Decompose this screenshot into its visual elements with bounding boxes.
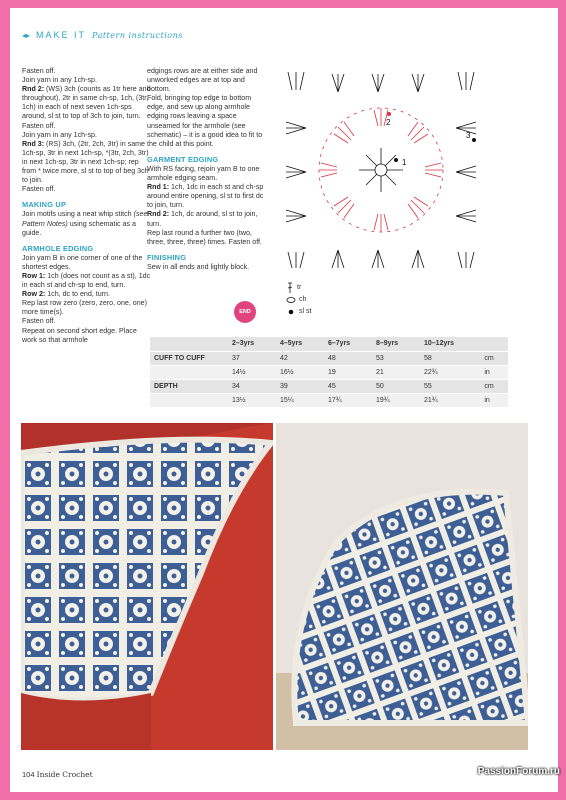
- corner-stitch-group: [288, 72, 304, 90]
- stitch-group: [412, 250, 424, 268]
- table-header-cell: [150, 337, 228, 351]
- paragraph: Repeat on second short edge. Place work so that armhole: [22, 326, 137, 344]
- corner-stitch-group: [458, 252, 474, 268]
- paragraph: Fasten off.: [22, 67, 56, 75]
- table-cell: 22¾: [420, 365, 480, 379]
- stitch-group: [332, 74, 344, 92]
- paragraph: Join yarn in any 1ch-sp.: [22, 130, 97, 139]
- table-cell: 53: [372, 351, 420, 365]
- text-span: Join motifs using a neat whip stitch: [22, 210, 134, 219]
- paragraph: Rep last row zero (zero, zero, one, one) more time(s).: [22, 299, 147, 317]
- table-cell: 42: [276, 351, 324, 365]
- table-header-cell: [480, 337, 508, 351]
- row-text: 1ch, dc to end, turn.: [45, 290, 110, 299]
- row-2-instruction: [22, 290, 152, 299]
- table-header-row: [150, 337, 508, 351]
- stitch-group: [359, 148, 403, 192]
- table-row: [150, 393, 508, 407]
- round-label: Rnd 1:: [147, 183, 170, 192]
- round-2-ring: [319, 108, 443, 232]
- row-text: 1ch (does not count as a st), 1dc in each st and ch-sp to end, turn.: [22, 271, 151, 290]
- round-label-3: 3: [466, 131, 471, 140]
- making-up-text: [22, 210, 152, 237]
- table-cell: 58: [420, 351, 480, 365]
- stitch-group: [408, 197, 428, 218]
- header-arrows-icon: ◂▸: [22, 30, 31, 40]
- paragraph: Sew in all ends and lightly block.: [147, 262, 250, 271]
- legend-label: ch: [299, 296, 307, 303]
- table-row: [150, 365, 508, 379]
- end-badge: END: [234, 301, 256, 323]
- legend-item: [286, 306, 311, 318]
- stitch-group: [286, 210, 306, 222]
- paragraph: Fasten off.: [22, 185, 56, 194]
- text-span: using schematic as a guide.: [22, 219, 136, 237]
- stitch-group: [319, 163, 337, 177]
- table-cell: 16½: [276, 365, 324, 379]
- watermark: PassionForum.ru: [477, 766, 560, 777]
- paragraph: With RS facing, rejoin yarn B to one armhole edging seam.: [147, 164, 260, 183]
- table-cell: 19: [324, 365, 372, 379]
- round-3-instruction: [22, 140, 152, 185]
- table-cell: cm: [480, 379, 508, 393]
- heading-garment-edging: GARMENT EDGING: [147, 154, 219, 164]
- section-header: [22, 30, 183, 40]
- table-cell: [150, 393, 228, 407]
- stitch-group: [286, 122, 306, 134]
- table-cell: DEPTH: [150, 379, 228, 393]
- magazine-name: Inside Crochet: [36, 770, 93, 779]
- size-table: [150, 337, 508, 408]
- blanket-photo-right: [276, 423, 528, 750]
- paragraph: Fold, bringing top edge to bottom edge, and sew up along armhole edging rows leaving a space unseamed for the armhole (see schematic) – it is a good idea to fit to the child at this point.: [147, 94, 263, 148]
- chain-symbol-icon: [286, 296, 296, 304]
- treble-symbol-icon: [286, 282, 294, 294]
- round-label: Rnd 3:: [22, 139, 45, 148]
- round-3-start-marker: [472, 138, 476, 142]
- table-cell: CUFF TO CUFF: [150, 351, 228, 365]
- table-header-cell: 4–5yrs: [276, 337, 324, 351]
- stitch-group: [412, 74, 424, 92]
- paragraph: Join yarn in any 1ch-sp.: [22, 76, 97, 85]
- table-cell: 50: [372, 379, 420, 393]
- slip-stitch-symbol-icon: [286, 308, 296, 316]
- stitch-group: [372, 250, 384, 268]
- page-footer: [22, 770, 93, 779]
- round-label: Rnd 2:: [147, 210, 170, 219]
- round-1-stitches: [359, 148, 403, 192]
- heading-armhole-edging: ARMHOLE EDGING: [22, 243, 94, 253]
- paragraph: Join yarn B in one corner of one of the shortest edges.: [22, 253, 143, 271]
- table-cell: 17¾: [324, 393, 372, 407]
- round-1-start-marker: [394, 158, 398, 162]
- table-cell: 21¾: [420, 393, 480, 407]
- table-header-cell: 10–12yrs: [420, 337, 480, 351]
- legend-label: tr: [297, 284, 302, 291]
- legend-item: [286, 294, 311, 306]
- outer-round-stitches: [286, 72, 476, 268]
- table-cell: 48: [324, 351, 372, 365]
- paragraph: Fasten off.: [22, 121, 56, 130]
- round-2-stitches: [319, 108, 443, 232]
- stitch-group: [334, 122, 354, 143]
- page-number: 104: [22, 770, 35, 779]
- round-2-instruction: [22, 85, 152, 121]
- table-cell: 14½: [228, 365, 276, 379]
- garment-round-1: [147, 183, 265, 210]
- header-subtitle: Pattern instructions: [92, 30, 183, 40]
- row-1-instruction: [22, 272, 152, 290]
- round-text: (RS) 3ch, (2tr, 2ch, 3tr) in same 1ch-sp, 3tr in next 1ch-sp, *(3tr, 2ch, 3tr) in next 1ch-sp, 3tr in next 1ch-sp; rep from * twice more, sl st to top of beg 3ch to join.: [22, 139, 149, 185]
- stitch-group: [286, 166, 306, 178]
- pattern-notes-ref: (see Pattern Notes): [22, 210, 148, 228]
- table-cell: 39: [276, 379, 324, 393]
- stitch-group: [372, 74, 384, 92]
- legend-item: [286, 282, 311, 294]
- table-cell: 37: [228, 351, 276, 365]
- table-cell: [150, 365, 228, 379]
- text-column-2: [147, 67, 265, 272]
- corner-stitch-group: [458, 72, 474, 90]
- round-2-start-marker: [387, 112, 391, 116]
- text-column-1: [22, 67, 152, 345]
- round-label-2: 2: [386, 118, 391, 127]
- table-row: [150, 351, 508, 365]
- round-text: (WS) 3ch (counts as 1tr here and throughout), 2tr in same ch-sp, 1ch, (3tr, 1ch) in each of next seven 1ch-sps around, sl st to top of 3ch to join, turn.: [22, 85, 151, 121]
- table-row: [150, 379, 508, 393]
- chart-legend: [286, 282, 311, 318]
- legend-label: sl st: [299, 308, 312, 315]
- table-cell: in: [480, 393, 508, 407]
- table-cell: cm: [480, 351, 508, 365]
- row-label: Row 1:: [22, 271, 46, 280]
- table-cell: 13½: [228, 393, 276, 407]
- table-header-cell: 6–7yrs: [324, 337, 372, 351]
- paragraph: edgings rows are at either side and unworked edges are at top and bottom.: [147, 67, 258, 94]
- stitch-group: [456, 166, 476, 178]
- table-cell: 19¾: [372, 393, 420, 407]
- stitch-group: [374, 214, 388, 232]
- table-cell: in: [480, 365, 508, 379]
- crochet-motif-chart: [278, 62, 484, 278]
- table-header-cell: 8–9yrs: [372, 337, 420, 351]
- garment-round-2: [147, 210, 265, 228]
- stitch-group: [456, 210, 476, 222]
- stitch-group: [425, 163, 443, 177]
- crochet-blanket-illustration: [276, 423, 528, 750]
- round-text: 1ch, 1dc in each st and ch-sp around entire opening, sl st to first dc to join, turn.: [147, 183, 264, 210]
- stitch-group: [332, 250, 344, 268]
- row-label: Row 2:: [22, 290, 46, 299]
- table-cell: 45: [324, 379, 372, 393]
- stitch-group: [408, 122, 428, 143]
- stitch-group: [334, 197, 354, 218]
- blanket-photo-left: [21, 423, 273, 750]
- corner-stitch-group: [288, 252, 304, 268]
- table-cell: 55: [420, 379, 480, 393]
- round-text: 1ch, dc around, sl st to join, turn.: [147, 210, 258, 228]
- table-cell: 34: [228, 379, 276, 393]
- heading-finishing: FINISHING: [147, 252, 187, 262]
- table-cell: 15¼: [276, 393, 324, 407]
- crochet-blanket-illustration: [21, 423, 273, 750]
- round-label: Rnd 2:: [22, 85, 45, 94]
- round-label-1: 1: [402, 158, 407, 167]
- paragraph: Rep last round a further two (two, three, three, three) times. Fasten off.: [147, 228, 262, 246]
- table-cell: 21: [372, 365, 420, 379]
- paragraph: Fasten off.: [22, 317, 56, 326]
- heading-making-up: MAKING UP: [22, 200, 67, 210]
- table-header-cell: 2–3yrs: [228, 337, 276, 351]
- header-title: MAKE IT: [36, 30, 87, 40]
